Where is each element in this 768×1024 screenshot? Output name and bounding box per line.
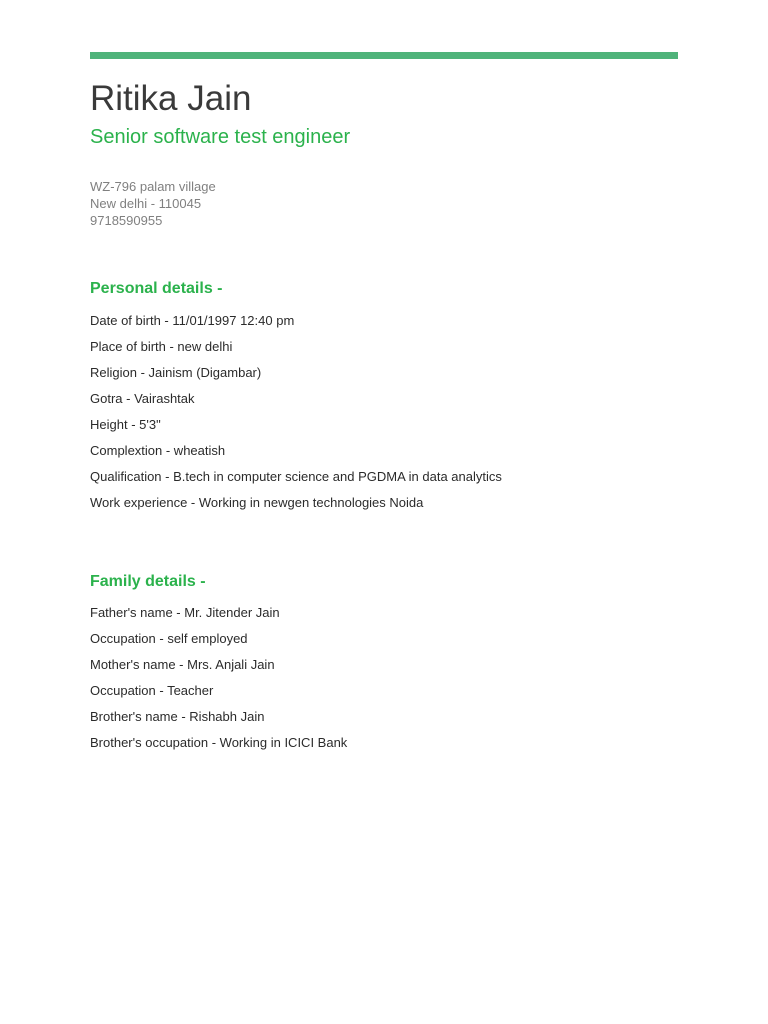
personal-detail-item: Complextion - wheatish bbox=[90, 443, 226, 458]
accent-bar bbox=[90, 52, 678, 59]
personal-detail-item: Place of birth - new delhi bbox=[90, 339, 233, 354]
contact-block bbox=[90, 178, 216, 229]
phone-number: 9718590955 bbox=[90, 213, 163, 228]
personal-detail-item: Work experience - Working in newgen technologies Noida bbox=[90, 495, 424, 510]
family-detail-item: Occupation - Teacher bbox=[90, 683, 214, 698]
personal-detail-item: Qualification - B.tech in computer science and PGDMA in data analytics bbox=[90, 469, 502, 484]
candidate-name: Ritika Jain bbox=[90, 79, 252, 118]
personal-detail-item: Gotra - Vairashtak bbox=[90, 391, 195, 406]
family-detail-item: Mother's name - Mrs. Anjali Jain bbox=[90, 657, 275, 672]
address-line-2: New delhi - 110045 bbox=[90, 196, 202, 211]
personal-details-heading: Personal details - bbox=[90, 280, 223, 297]
family-details-list bbox=[90, 600, 347, 756]
address-line-1: WZ-796 palam village bbox=[90, 179, 216, 194]
personal-detail-item: Date of birth - 11/01/1997 12:40 pm bbox=[90, 313, 295, 328]
personal-details-list bbox=[90, 308, 502, 516]
personal-detail-item: Height - 5'3" bbox=[90, 417, 161, 432]
family-detail-item: Brother's name - Rishabh Jain bbox=[90, 709, 265, 724]
family-detail-item: Father's name - Mr. Jitender Jain bbox=[90, 605, 280, 620]
family-details-heading: Family details - bbox=[90, 573, 206, 590]
personal-detail-item: Religion - Jainism (Digambar) bbox=[90, 365, 262, 380]
job-title: Senior software test engineer bbox=[90, 126, 351, 148]
family-detail-item: Brother's occupation - Working in ICICI Bank bbox=[90, 735, 348, 750]
family-detail-item: Occupation - self employed bbox=[90, 631, 248, 646]
